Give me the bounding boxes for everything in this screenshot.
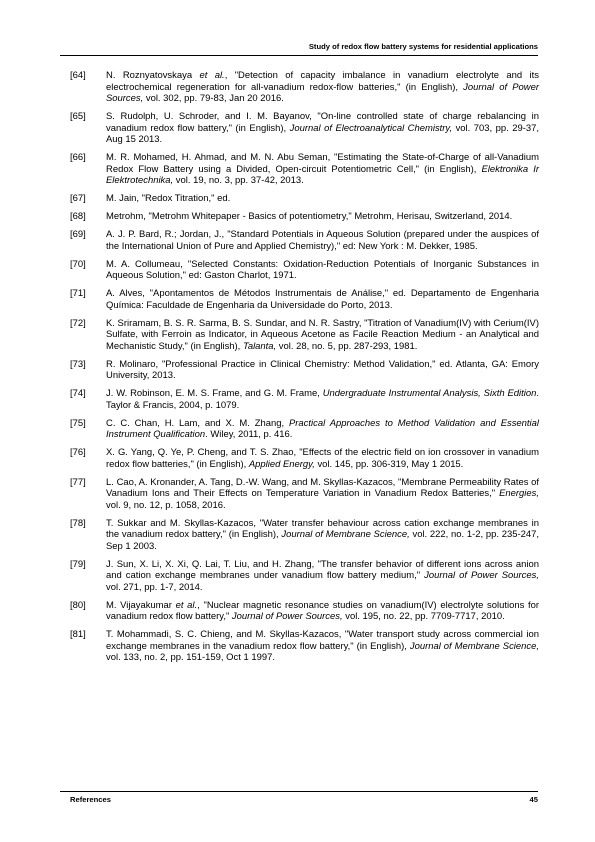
reference-segment: vol. 28, no. 5, pp. 287-293, 1981.: [276, 340, 418, 352]
reference-italic-segment: et al.: [175, 599, 198, 611]
reference-entry: [70, 359, 539, 382]
reference-text: [106, 388, 539, 411]
reference-text: [106, 288, 539, 311]
reference-entry: [70, 152, 539, 187]
reference-italic-segment: Journal of Power Sources,: [424, 570, 539, 581]
reference-text: [106, 259, 539, 282]
running-header: Study of redox flow battery systems for residential applications: [308, 42, 538, 51]
reference-text: [106, 477, 539, 512]
reference-number: [66]: [70, 152, 86, 163]
reference-segment: Metrohm, "Metrohm Whitepaper - Basics of potentiometry," Metrohm, Herisau, Switzerland, 2014.: [106, 211, 513, 222]
reference-segment: , "Detection of capacity imbalance in vanadium electrolyte and its electrochemical regeneration for all-vanadium redox-flow batteries," (in English),: [106, 70, 539, 93]
reference-segment: vol. 9, no. 12, p. 1058, 2016.: [106, 499, 226, 511]
reference-italic-segment: Applied Energy,: [248, 458, 315, 470]
reference-italic-segment: Energies,: [499, 488, 539, 499]
reference-segment: vol. 195, no. 22, pp. 7709-7717, 2010.: [342, 611, 505, 622]
reference-number: [67]: [70, 193, 86, 204]
reference-entry: [70, 211, 539, 223]
reference-number: [73]: [70, 358, 86, 370]
reference-text: [106, 70, 539, 105]
reference-segment: vol. 271, pp. 1-7, 2014.: [106, 581, 203, 593]
reference-italic-segment: Journal of Power Sources,: [231, 611, 343, 622]
reference-number: [69]: [70, 229, 86, 240]
reference-segment: J. Sun, X. Li, X. Xi, Q. Lai, T. Liu, and H. Zhang, "The transfer behavior of different ions across anion and cation exchange membranes under vanadium flow battery medium,": [106, 558, 539, 581]
reference-segment: M. Vijayakumar: [106, 599, 176, 611]
reference-entry: [70, 70, 539, 105]
reference-entry: [70, 629, 539, 664]
reference-text: [106, 418, 539, 441]
reference-text: [106, 211, 539, 223]
reference-number: [75]: [70, 417, 86, 429]
reference-segment: . Taylor & Francis, 2004, p. 1079.: [106, 388, 539, 411]
reference-italic-segment: Journal of Power Sources,: [106, 81, 539, 104]
reference-segment: T. Mohammadi, S. C. Chieng, and M. Skyllas-Kazacos, "Water transport study across commercial ion exchange membranes in the vanadium redox flow battery," (in English),: [106, 629, 539, 652]
reference-list: [70, 70, 539, 670]
reference-italic-segment: Practical Approaches to Method Validation and Essential Instrument Qualification: [106, 417, 539, 440]
reference-segment: K. Sriramam, B. S. R. Sarma, B. S. Sundar, and N. R. Sastry, "Titration of Vanadium(IV) with Cerium(IV) Sulfate, with Ferroin as Indicator, in Aqueous Acetone as Facile Reaction Medium - an Analytical and Mechanistic Study," (in English),: [106, 317, 539, 352]
reference-segment: vol. 703, pp. 29-37, Aug 15 2013.: [106, 122, 540, 145]
footer-divider: [60, 791, 538, 792]
reference-segment: , "Nuclear magnetic resonance studies on vanadium(IV) electrolyte solutions for vanadium redox flow battery,": [106, 599, 539, 622]
page-number: 45: [529, 795, 538, 804]
reference-number: [77]: [70, 476, 86, 488]
reference-number: [76]: [70, 447, 86, 458]
reference-segment: S. Rudolph, U. Schroder, and I. M. Bayanov, "On-line controlled state of charge rebalancing in vanadium redox flow battery," (in English),: [106, 111, 539, 134]
reference-italic-segment: et al.: [199, 70, 225, 81]
reference-segment: M. Jain, "Redox Titration," ed.: [106, 193, 231, 204]
reference-segment: M. A. Collumeau, "Selected Constants: Oxidation-Reduction Potentials of Inorganic Substances in Aqueous Solution," ed: Gaston Charlot, 1971.: [106, 258, 539, 281]
reference-number: [79]: [70, 558, 86, 570]
reference-entry: [70, 288, 539, 311]
reference-entry: [70, 518, 539, 553]
reference-segment: . Wiley, 2011, p. 416.: [205, 429, 293, 440]
reference-segment: X. G. Yang, Q. Ye, P. Cheng, and T. S. Zhao, "Effects of the electric field on ion crossover in vanadium redox flow batteries," (in English),: [106, 447, 539, 470]
reference-entry: [70, 447, 539, 470]
reference-italic-segment: Elektronika Ir Elektrotechnika,: [106, 163, 539, 186]
reference-text: [106, 318, 539, 353]
reference-number: [64]: [70, 70, 86, 81]
reference-number: [65]: [70, 111, 86, 122]
reference-number: [80]: [70, 599, 86, 611]
reference-number: [78]: [70, 517, 86, 529]
reference-segment: A. Alves, "Apontamentos de Métodos Instrumentais de Análise," ed. Departamento de Engenharia Química: Faculdade de Engenharia da Universidade do Porto, 2013.: [106, 288, 539, 311]
reference-segment: C. C. Chan, H. Lam, and X. M. Zhang,: [106, 417, 289, 429]
reference-segment: A. J. P. Bard, R.; Jordan, J., "Standard Potentials in Aqueous Solution (prepared under the auspices of the International Union of Pure and Applied Chemistry)," ed: New York : M. Dekker, 1985.: [106, 229, 539, 252]
reference-text: [106, 111, 539, 146]
reference-number: [74]: [70, 388, 86, 399]
reference-segment: vol. 222, no. 1-2, pp. 235-247, Sep 1 2003.: [106, 529, 539, 552]
reference-text: [106, 518, 539, 553]
reference-number: [71]: [70, 288, 86, 299]
reference-text: [106, 193, 539, 205]
reference-entry: [70, 559, 539, 594]
reference-entry: [70, 318, 539, 353]
reference-italic-segment: Journal of Electroanalytical Chemistry,: [289, 122, 453, 134]
reference-text: [106, 559, 539, 594]
reference-number: [72]: [70, 317, 86, 329]
reference-segment: vol. 133, no. 2, pp. 151-159, Oct 1 1997.: [106, 652, 275, 663]
reference-segment: N. Roznyatovskaya: [106, 70, 200, 81]
reference-segment: L. Cao, A. Kronander, A. Tang, D.-W. Wang, and M. Skyllas-Kazacos, "Membrane Permeability Rates of Vanadium Ions and Their Effects on Temperature Variation in Vanadium Redox Batteries,": [106, 476, 539, 499]
reference-text: [106, 447, 539, 470]
header-divider: [60, 55, 538, 56]
reference-segment: J. W. Robinson, E. M. S. Frame, and G. M. Frame,: [106, 388, 323, 399]
reference-entry: [70, 600, 539, 623]
reference-entry: [70, 388, 539, 411]
reference-entry: [70, 111, 539, 146]
reference-entry: [70, 418, 539, 441]
reference-italic-segment: Talanta,: [242, 340, 277, 352]
reference-text: [106, 229, 539, 252]
reference-text: [106, 152, 539, 187]
reference-segment: vol. 145, pp. 306-319, May 1 2015.: [314, 458, 464, 470]
reference-segment: vol. 302, pp. 79-83, Jan 20 2016.: [143, 93, 284, 104]
reference-segment: T. Sukkar and M. Skyllas-Kazacos, "Water transfer behaviour across cation exchange membranes in the vanadium redox battery," (in English),: [106, 517, 539, 540]
reference-text: [106, 629, 539, 664]
reference-segment: vol. 19, no. 3, pp. 37-42, 2013.: [173, 175, 304, 186]
reference-entry: [70, 477, 539, 512]
reference-number: [68]: [70, 211, 86, 222]
reference-italic-segment: Journal of Membrane Science,: [409, 640, 539, 652]
reference-segment: R. Molinaro, "Professional Practice in Clinical Chemistry: Method Validation," ed. Atlanta, GA: Emory University, 2013.: [106, 358, 539, 381]
reference-number: [81]: [70, 629, 86, 640]
reference-entry: [70, 193, 539, 205]
reference-entry: [70, 259, 539, 282]
reference-text: [106, 359, 539, 382]
reference-italic-segment: Undergraduate Instrumental Analysis, Sixth Edition: [322, 388, 537, 399]
footer-section-title: References: [70, 795, 111, 804]
reference-entry: [70, 229, 539, 252]
reference-italic-segment: Journal of Membrane Science,: [281, 529, 410, 540]
reference-text: [106, 600, 539, 623]
reference-number: [70]: [70, 258, 86, 270]
reference-segment: M. R. Mohamed, H. Ahmad, and M. N. Abu Seman, "Estimating the State-of-Charge of all-Vanadium Redox Flow Battery using a Divided, Open-circuit Potentiometric Cell," (in English),: [106, 152, 539, 175]
